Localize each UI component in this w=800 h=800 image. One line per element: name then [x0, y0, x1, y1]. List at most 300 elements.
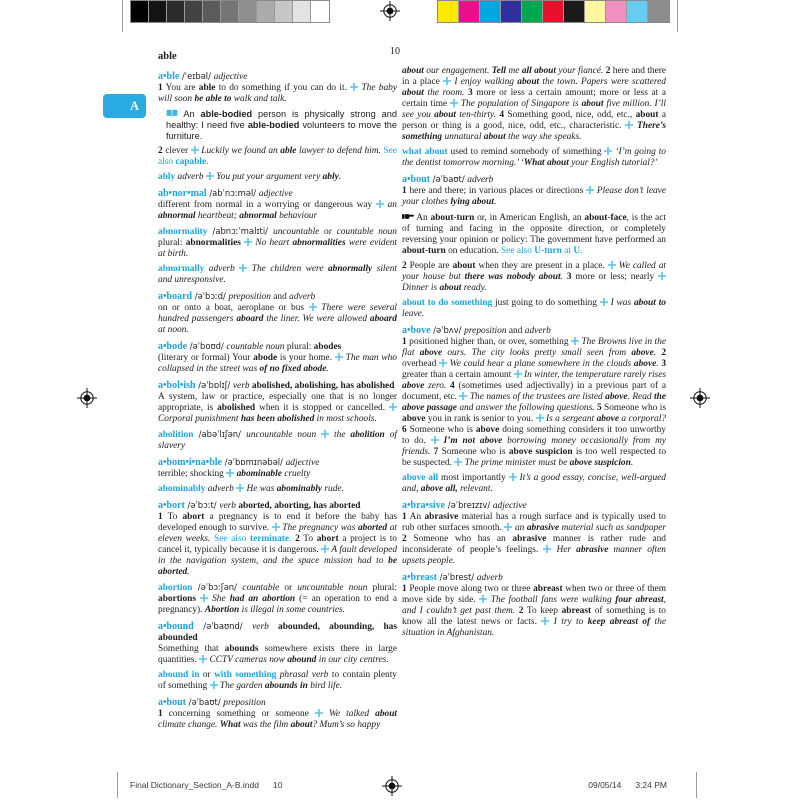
- part-of-speech: countable: [242, 583, 280, 593]
- definition-text: on education.: [445, 246, 499, 256]
- example-cross-icon: [272, 523, 280, 534]
- entry-headline: [158, 500, 397, 512]
- definition-text: on or onto a boat, aeroplane or bus: [158, 303, 309, 313]
- example-text: material such as sandpaper: [559, 523, 667, 533]
- example-highlight: abolition: [350, 430, 385, 440]
- example-cross-icon: [321, 430, 329, 441]
- sub-entry: [402, 298, 666, 320]
- timestamp: [588, 780, 667, 790]
- calibration-swatch: [311, 1, 329, 22]
- example-highlight: I’m not above: [438, 436, 503, 446]
- bold-text: 4: [496, 110, 505, 120]
- example-cross-icon: [586, 186, 594, 197]
- example-highlight: about: [483, 132, 506, 142]
- entry-headline: [158, 697, 397, 709]
- definition-text: People are: [406, 261, 453, 271]
- example-highlight: abrasive: [526, 523, 560, 533]
- example-highlight: about: [581, 99, 604, 109]
- example-cross-icon: [536, 414, 544, 425]
- pronunciation: /əˈbreɪzɪv/: [445, 500, 493, 510]
- example-cross-icon: [350, 83, 358, 94]
- example-highlight: about: [402, 88, 424, 98]
- example-text: lawyer to defend him.: [296, 146, 381, 156]
- example-highlight: abnormally: [327, 264, 373, 274]
- entry-headline: [158, 71, 397, 83]
- bold-text: 2: [656, 348, 666, 358]
- definition-text: a person or thing is a good, nice, odd, etc., characteristic.: [402, 110, 666, 131]
- sub-headword: terminate: [250, 534, 290, 544]
- example-text: .: [326, 364, 329, 374]
- example-highlight: of no fixed abode: [259, 364, 327, 374]
- bold-text: abounded, abounding, has abounded: [158, 622, 397, 643]
- sub-entry: [158, 172, 397, 183]
- sub-headword: U-turn: [534, 246, 562, 256]
- example-text: . Read: [627, 392, 655, 402]
- bold-text: above: [402, 414, 426, 424]
- example-highlight: above: [605, 392, 628, 402]
- example-highlight: about: [517, 77, 540, 87]
- pronunciation: /əˈbaʊt/: [185, 697, 224, 707]
- headword: a•bol•ish: [158, 380, 196, 391]
- example-text: .: [338, 172, 342, 182]
- example-highlight: abominably: [276, 484, 323, 494]
- example-highlight: about: [439, 283, 462, 293]
- example-text: me: [506, 66, 522, 76]
- example-highlight: abnormal: [158, 211, 196, 221]
- definition-text: plural:: [284, 342, 314, 352]
- example-highlight: aboard: [236, 314, 264, 324]
- example-text: climate change.: [158, 720, 220, 730]
- example-text: The baby will soon: [158, 83, 397, 104]
- definition-text: terrible; shocking: [158, 469, 227, 479]
- running-head: [158, 46, 666, 60]
- example-text: ready.: [461, 283, 487, 293]
- calibration-swatch: [239, 1, 257, 22]
- example-cross-icon: [571, 337, 579, 348]
- part-of-speech: uncountable: [273, 227, 320, 237]
- example-cross-icon: [479, 595, 487, 606]
- definition-text: plural:: [367, 583, 397, 593]
- example-cross-icon: [309, 303, 317, 314]
- file-name: Final Dictionary_Section_A-B.indd: [130, 780, 259, 790]
- example-cross-icon: [608, 261, 616, 272]
- example-text: the: [329, 430, 351, 440]
- bold-text: abort: [182, 512, 205, 522]
- sub-headword: abominably: [158, 484, 206, 494]
- example-highlight: above: [402, 381, 425, 391]
- bold-text: 1: [158, 83, 163, 93]
- print-time: 3:24 PM: [635, 780, 667, 790]
- footer-slug: [130, 780, 667, 790]
- definition-text: a project is to cancel it, typically because it is dangerous.: [158, 534, 397, 555]
- definition-text: An: [414, 213, 431, 223]
- sub-headword: abnormally: [158, 264, 205, 274]
- sub-entry: [402, 261, 666, 294]
- bold-text: abolished, abolishing, has abolished: [251, 381, 395, 391]
- example-highlight: four abreast: [615, 595, 664, 605]
- definition-text: positioned higher than, or over, something: [406, 337, 571, 347]
- definition-paragraph: [158, 353, 397, 375]
- sub-entry: [158, 264, 397, 286]
- pronunciation: /əˈbɒmɪnəbəl/: [222, 457, 286, 467]
- example-highlight: abnormalities: [292, 238, 346, 248]
- example-text: and answer the following questions.: [456, 403, 595, 413]
- bold-text: 3: [464, 88, 473, 98]
- bold-text: abode: [253, 353, 278, 363]
- example-cross-icon: [450, 99, 458, 110]
- example-text: heartbeat;: [195, 211, 240, 221]
- bold-text: about-face: [584, 213, 627, 223]
- definition-text: (= an operation to end a pregnancy).: [158, 594, 398, 615]
- definition-text: is too well respected to be suspected.: [402, 447, 667, 468]
- definition-text: An: [178, 109, 201, 119]
- example-cross-icon: [335, 353, 343, 364]
- calibration-swatch: [459, 1, 480, 22]
- definition-paragraph: [402, 337, 666, 469]
- example-highlight: ably: [322, 172, 339, 182]
- example-text: There were several hundred passengers: [158, 303, 397, 324]
- example-cross-icon: [509, 473, 517, 484]
- entry-headline: [402, 325, 666, 337]
- calibration-swatch: [501, 1, 522, 22]
- example-text: The football fans were walking: [487, 595, 616, 605]
- definition-paragraph: [158, 83, 397, 105]
- definition-text: person is physically strong and healthy: I need five: [166, 109, 397, 130]
- example-text: Her: [551, 545, 577, 555]
- part-of-speech: verb: [252, 622, 269, 632]
- part-of-speech: verb: [232, 381, 250, 391]
- definition-text: concerning something or someone: [162, 709, 315, 719]
- calibration-swatch: [543, 1, 564, 22]
- part-of-speech: uncountable noun: [297, 583, 368, 593]
- headword: a•bound: [158, 621, 194, 632]
- example-text: The names of the trustees are listed: [467, 392, 606, 402]
- calibration-swatch: [438, 1, 459, 22]
- definition-text: Someone who is: [438, 447, 509, 457]
- example-text: She: [208, 594, 230, 604]
- definition-text: plural:: [158, 238, 186, 248]
- calibration-swatch: [293, 1, 311, 22]
- bold-text: above: [475, 425, 500, 435]
- example-highlight: abrasive: [576, 545, 609, 555]
- example-text: borrowing money occasionally from my friends.: [402, 436, 666, 457]
- example-text: The pregnancy was: [279, 523, 358, 533]
- example-text: at noon.: [158, 325, 189, 335]
- definition-text: you in rank is senior to you.: [425, 414, 536, 424]
- definition-text: is your home.: [277, 353, 335, 363]
- definition-text: volunteers to move the furniture.: [166, 120, 397, 141]
- example-highlight: there was nobody about: [464, 272, 561, 282]
- calibration-swatch: [275, 1, 293, 22]
- entry-headline: [158, 291, 397, 303]
- example-text: A fault developed in the navigation system, and the space mission had to: [158, 545, 398, 566]
- definition-text: Someone who is: [601, 403, 667, 413]
- crop-mark: [677, 0, 678, 32]
- definition-text: People move along two or three: [406, 584, 534, 594]
- example-highlight: about: [402, 66, 424, 76]
- pronunciation: /əˈbaʊnd/: [193, 621, 253, 631]
- part-of-speech: adverb: [524, 326, 551, 336]
- example-text: The Browns live in the flat: [402, 337, 666, 358]
- pronunciation: /abəˈlɪʃən/: [193, 429, 247, 439]
- bold-text: 1: [402, 584, 407, 594]
- definition-text: overhead: [402, 359, 440, 369]
- calibration-swatch: [522, 1, 543, 22]
- example-highlight: aborted: [357, 523, 388, 533]
- sub-entry: [158, 429, 397, 452]
- example-text: Luckily we found an: [198, 146, 281, 156]
- example-cross-icon: [210, 681, 218, 692]
- calibration-swatch: [648, 1, 669, 22]
- pronunciation: /əˈboʊd/: [187, 341, 227, 351]
- example-text: behaviour: [276, 211, 318, 221]
- definition-text: doing something considers it too unworthy to do.: [402, 425, 666, 446]
- bold-text: abodes: [313, 342, 342, 352]
- bold-text: 2: [402, 261, 407, 271]
- definition-paragraph: [402, 186, 666, 208]
- bold-text: able: [198, 83, 216, 93]
- example-text: .: [560, 272, 563, 282]
- entry-headline: [158, 621, 397, 644]
- dictionary-column-left: [158, 66, 397, 731]
- bold-text: abolished: [217, 403, 256, 413]
- part-of-speech: adverb: [289, 292, 316, 302]
- cross-reference: See also: [210, 534, 250, 544]
- example-highlight: be aborted: [158, 556, 397, 577]
- entry-headline: [158, 188, 397, 200]
- part-of-speech: countable noun: [336, 227, 397, 237]
- calibration-swatch: [221, 1, 239, 22]
- example-text: , and I couldn’t get past them.: [402, 595, 666, 616]
- example-text: leave.: [402, 309, 425, 319]
- example-text: is illegal in some countries.: [239, 605, 345, 615]
- part-of-speech: preposition: [223, 698, 266, 708]
- part-of-speech: countable noun: [226, 342, 285, 352]
- registration-target-icon: [690, 388, 710, 408]
- calibration-swatch: [564, 1, 585, 22]
- cross-reference: at: [561, 246, 574, 256]
- example-text: the town. Papers were scattered: [539, 77, 666, 87]
- example-text: Please don’t leave your clothes: [402, 186, 666, 207]
- definition-text: Someone who is: [406, 425, 476, 435]
- example-highlight: keep abreast of: [587, 617, 651, 627]
- part-of-speech: adverb: [476, 573, 503, 583]
- sub-headword: abnormality: [158, 227, 208, 237]
- cross-reference: See also: [498, 246, 535, 256]
- example-text: an: [512, 523, 527, 533]
- color-calibration-bar: [437, 0, 670, 23]
- example-text: were evident at birth.: [158, 238, 397, 259]
- example-highlight: has been abolished: [240, 414, 315, 424]
- part-of-speech: adverb: [205, 484, 237, 494]
- example-text: It’s a good essay, concise, well-argued and,: [402, 473, 666, 494]
- example-text: ours. The city looks pretty small seen from: [442, 348, 632, 358]
- definition-text: An: [406, 512, 425, 522]
- definition-text: more or less; nearly: [571, 272, 659, 282]
- example-highlight: able: [280, 146, 297, 156]
- definition-paragraph: [158, 303, 397, 336]
- example-text: I enjoy walking: [451, 77, 518, 87]
- example-highlight: above: [631, 348, 654, 358]
- example-highlight: about: [290, 720, 313, 730]
- bold-text: 3: [562, 272, 572, 282]
- bold-text: 1: [402, 337, 407, 347]
- sub-headword: about to do something: [402, 298, 493, 308]
- example-text: The garden: [217, 681, 265, 691]
- entry-headline: [158, 341, 397, 353]
- calibration-swatch: [203, 1, 221, 22]
- definition-text: material has a rough surface and is typically used to rub other surfaces smooth.: [402, 512, 666, 533]
- definition-text: different from normal in a worrying or dangerous way: [158, 200, 376, 210]
- definition-paragraph: [402, 512, 666, 567]
- example-text: He was: [244, 484, 277, 494]
- example-highlight: What about: [523, 158, 569, 168]
- bold-text: above suspicion: [508, 447, 573, 457]
- example-cross-icon: [439, 359, 447, 370]
- example-text: The population of Singapore is: [457, 99, 582, 109]
- part-of-speech: adverb: [175, 172, 206, 182]
- bold-text: 1: [158, 512, 163, 522]
- definition-text: when it is stopped or cancelled.: [255, 403, 389, 413]
- example-highlight: lying about: [450, 197, 494, 207]
- definition-text: of something is to know all the latest news or facts.: [402, 606, 666, 627]
- example-text: unnatural: [442, 132, 484, 142]
- definition-text: and: [506, 326, 525, 336]
- headword: a•ble: [158, 71, 180, 82]
- cross-reference: See also: [158, 146, 397, 167]
- example-text: walk and talk.: [231, 94, 287, 104]
- grayscale-calibration-bar: [130, 0, 330, 23]
- example-highlight: above all,: [420, 484, 458, 494]
- part-of-speech: preposition: [228, 292, 271, 302]
- example-text: CCTV cameras now: [207, 655, 288, 665]
- example-text: No heart: [252, 238, 293, 248]
- sub-headword: U: [573, 246, 581, 256]
- example-highlight: abominable: [236, 469, 282, 479]
- sub-headword: abortion: [158, 583, 193, 593]
- example-text: in our city centres.: [316, 655, 389, 665]
- definition-text: somewhere exists there in large quantities.: [158, 644, 397, 665]
- definition-text: or: [199, 670, 215, 680]
- definition-paragraph: [158, 392, 397, 425]
- calibration-swatch: [149, 1, 167, 22]
- example-highlight: above: [633, 359, 657, 369]
- calibration-swatch: [585, 1, 606, 22]
- part-of-speech: adjective: [285, 458, 320, 468]
- example-highlight: about to: [633, 298, 666, 308]
- entry-headline: [402, 572, 666, 584]
- entry-headline: [402, 174, 666, 186]
- part-of-speech: adverb: [204, 264, 240, 274]
- example-text: Is a sergeant: [543, 414, 597, 424]
- pronunciation: /əˈbɔːt/: [184, 500, 220, 510]
- part-of-speech: phrasal verb: [276, 670, 329, 680]
- bold-text: 6: [402, 425, 407, 435]
- headword: ab•nor•mal: [158, 188, 207, 199]
- example-text: You put your argument very: [213, 172, 323, 182]
- headword: a•bove: [402, 325, 431, 336]
- example-text: .: [656, 359, 659, 369]
- example-text: of slavery: [158, 430, 397, 451]
- cross-reference: .: [206, 157, 209, 167]
- definition-text: (literary or formal) Your: [158, 353, 254, 363]
- example-text: relevant.: [457, 484, 493, 494]
- bold-text: about: [452, 261, 476, 271]
- example-cross-icon: [236, 484, 244, 495]
- bold-text: abreast: [561, 606, 592, 616]
- registration-target-icon: [77, 388, 97, 408]
- definition-text: or: [319, 227, 337, 237]
- calibration-swatch: [185, 1, 203, 22]
- definition-paragraph: [402, 584, 666, 639]
- language-note: [402, 212, 666, 257]
- example-highlight: What: [219, 720, 241, 730]
- example-text: .: [653, 348, 657, 358]
- bold-text: 2: [515, 606, 524, 616]
- pronunciation: /abˈnɔːməl/: [206, 188, 259, 198]
- sub-entry: [402, 147, 666, 169]
- example-cross-icon: [199, 655, 207, 666]
- definition-text: or: [279, 583, 298, 593]
- entry-headline: [158, 380, 397, 392]
- definition-text: to do something if you can do it.: [215, 83, 351, 93]
- example-text: We called at your house but: [402, 261, 666, 282]
- pronunciation: /əˈbɔːd/: [192, 291, 229, 301]
- example-highlight: the above passage: [402, 392, 666, 413]
- sub-headword: abolition: [158, 430, 194, 440]
- bold-text: abrasive: [424, 512, 459, 522]
- example-text: The prime minister must be: [462, 458, 570, 468]
- example-cross-icon: [315, 709, 323, 720]
- definition-text: To: [162, 512, 183, 522]
- file-info: [130, 780, 282, 790]
- definition-text: To keep: [523, 606, 562, 616]
- example-text: I was: [607, 298, 634, 308]
- definition-paragraph: [158, 644, 397, 666]
- definition-text: Something that: [158, 644, 225, 654]
- definition-text: clever: [162, 146, 191, 156]
- definition-text: manner is rather rude and inconsiderate of people’s feelings.: [402, 534, 666, 555]
- definition-text: To: [299, 534, 317, 544]
- example-cross-icon: [206, 172, 214, 183]
- pronunciation: /ˈeɪbəl/: [179, 71, 214, 81]
- cross-reference: .: [580, 246, 583, 256]
- pointing-hand-icon: [402, 212, 414, 224]
- definition-text: You are: [162, 83, 199, 93]
- example-text: The children were: [247, 264, 328, 274]
- example-highlight: had an abortion: [229, 594, 296, 604]
- crop-mark: [696, 772, 697, 798]
- definition-text: A system, law or practice, especially one that is no longer appropriate, is: [158, 392, 397, 413]
- definition-paragraph: [158, 512, 397, 578]
- example-highlight: above: [596, 414, 619, 424]
- bold-text: abort: [316, 534, 339, 544]
- example-text: five million. I’ll see you: [402, 99, 666, 120]
- headword: a•bode: [158, 341, 188, 352]
- bold-text: able-bodied: [247, 120, 300, 130]
- sub-headword: above all: [402, 473, 439, 483]
- sub-headword: capable: [175, 157, 207, 167]
- example-text: .: [630, 458, 634, 468]
- definition-text: [269, 622, 278, 632]
- bold-text: about-turn: [402, 246, 446, 256]
- calibration-swatch: [167, 1, 185, 22]
- example-highlight: abnormal: [239, 211, 277, 221]
- definition-text: more or less a certain amount; more or less at a certain time: [402, 88, 666, 109]
- example-text: in most schools.: [314, 414, 377, 424]
- bold-text: 3: [658, 359, 667, 369]
- part-of-speech: adverb: [467, 175, 494, 185]
